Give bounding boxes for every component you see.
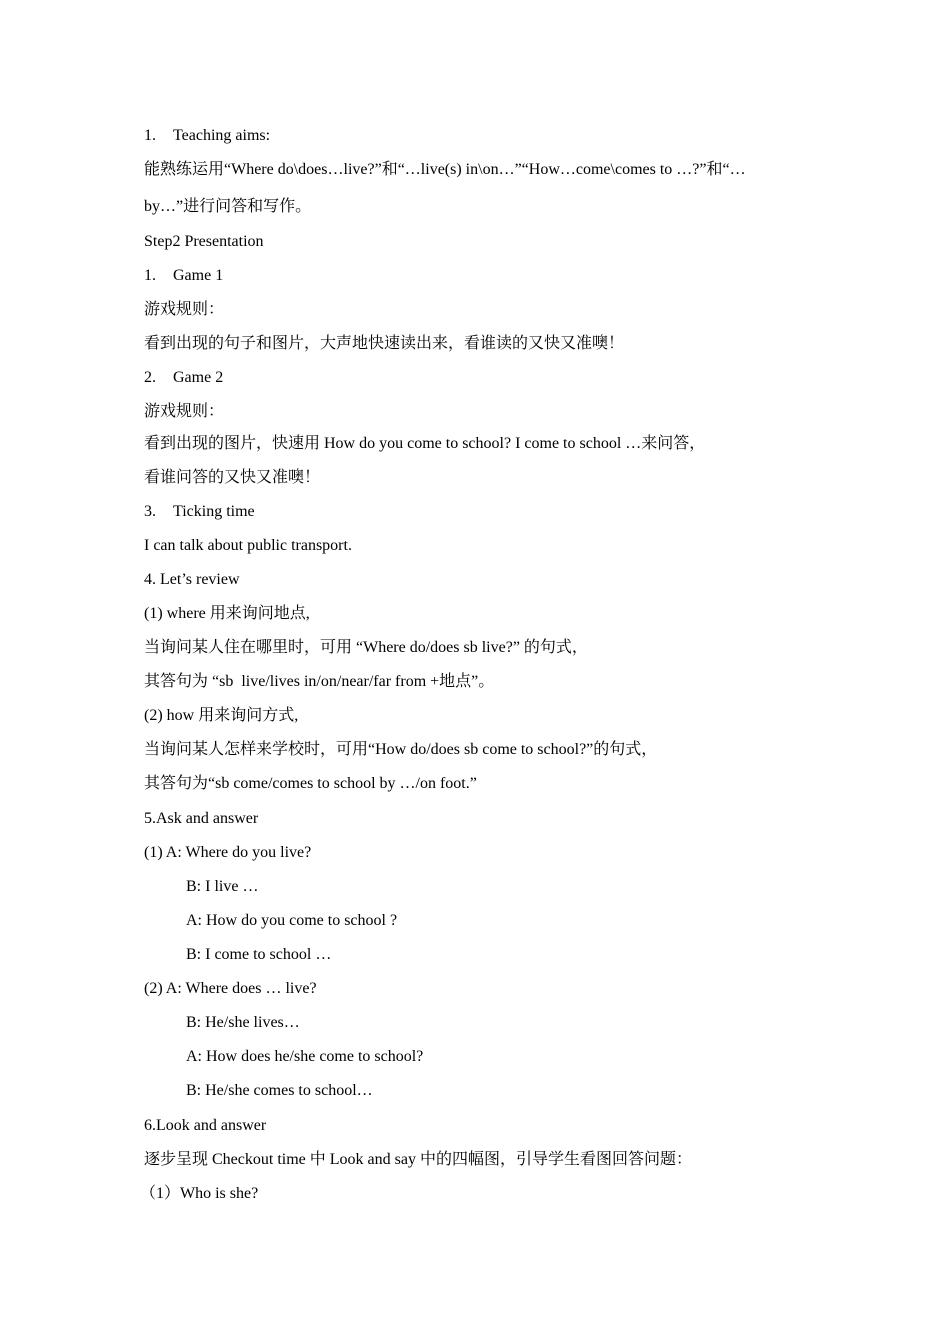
paragraph-line: 其答句为“sb come/comes to school by …/on foot.” [144, 775, 477, 792]
list-number: 2. [144, 369, 156, 386]
paragraph-line: 看到出现的图片，快速用 How do you come to school? I come to school …来问答， [144, 435, 706, 452]
paragraph-line: 看谁问答的又快又准噢！ [144, 469, 321, 486]
list-number: 3. [144, 503, 156, 520]
paragraph-line: I can talk about public transport. [144, 537, 352, 554]
paragraph-line: by…”进行问答和写作。 [144, 198, 312, 215]
dialogue-line: B: I live … [186, 878, 259, 895]
paragraph-line: 游戏规则： [144, 301, 225, 318]
section-heading-ask-answer: 5.Ask and answer [144, 810, 259, 827]
list-item-text: Game 1 [173, 267, 224, 284]
dialogue-line: A: How does he/she come to school? [186, 1048, 424, 1065]
list-item-text: Ticking time [173, 503, 255, 520]
heading-text: Teaching aims: [173, 127, 271, 144]
list-item-ticking-time [144, 502, 255, 522]
paragraph-line: 游戏规则： [144, 403, 225, 420]
section-heading-look-answer: 6.Look and answer [144, 1117, 267, 1134]
paragraph-line: 当询问某人住在哪里时，可用 “Where do/does sb live?” 的句式， [144, 639, 588, 656]
paragraph-line: (2) how 用来询问方式, [144, 707, 299, 724]
section-heading-teaching-aims [144, 126, 270, 146]
dialogue-line: B: He/she comes to school… [186, 1082, 373, 1099]
dialogue-line: (2) A: Where does … live? [144, 980, 317, 997]
paragraph-line: 能熟练运用“Where do\does…live?”和“…live(s) in\on…”“How…come\comes to …?”和“… [144, 161, 746, 178]
section-heading-review: 4. Let’s review [144, 571, 240, 588]
list-number: 1. [144, 267, 156, 284]
list-item-game-2 [144, 368, 223, 388]
dialogue-line: B: He/she lives… [186, 1014, 300, 1031]
dialogue-line: (1) A: Where do you live? [144, 844, 312, 861]
paragraph-line: 逐步呈现 Checkout time 中 Look and say 中的四幅图，引导学生看图回答问题： [144, 1151, 692, 1168]
section-heading-step2: Step2 Presentation [144, 233, 264, 250]
dialogue-line: B: I come to school … [186, 946, 332, 963]
paragraph-line: 当询问某人怎样来学校时，可用“How do/does sb come to school?”的句式， [144, 741, 658, 758]
list-number: 1. [144, 127, 156, 144]
list-item-game-1 [144, 266, 223, 286]
question-line: （1）Who is she? [140, 1185, 259, 1202]
dialogue-line: A: How do you come to school ? [186, 912, 398, 929]
paragraph-line: (1) where 用来询问地点, [144, 605, 310, 622]
paragraph-line: 其答句为 “sb live/lives in/on/near/far from +地点”。 [144, 673, 495, 690]
list-item-text: Game 2 [173, 369, 224, 386]
paragraph-line: 看到出现的句子和图片，大声地快速读出来，看谁读的又快又准噢！ [144, 335, 625, 352]
